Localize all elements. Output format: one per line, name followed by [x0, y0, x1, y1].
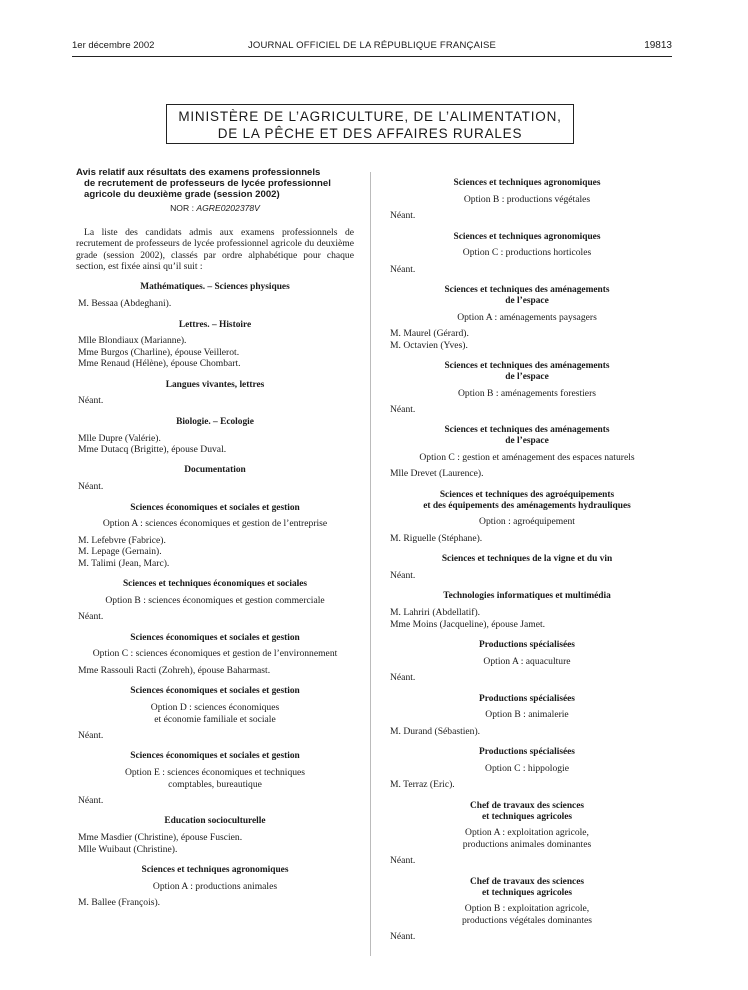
- section-option-line: Option B : exploitation agricole,: [464, 903, 590, 915]
- section-title: [76, 380, 354, 391]
- section-option-line: Option A : exploitation agricole,: [465, 827, 589, 839]
- section-title: [76, 633, 354, 644]
- section-title-line: de l’espace: [505, 296, 549, 307]
- section-title-line: Sciences et techniques agronomiques: [453, 178, 601, 188]
- right-sections: [388, 178, 666, 943]
- section-title: [388, 591, 666, 602]
- section-title-line: Sciences économiques et sociales et gestion: [130, 686, 300, 697]
- section-option-line: productions animales dominantes: [462, 838, 592, 850]
- section-title-line: Sciences et techniques économiques et sociales: [122, 579, 308, 590]
- intro-paragraph: La liste des candidats admis aux examens professionnels de recrutement de professeurs de lycée professionnel agricole du deuxième grade (session 2002), classés par ordre alphabétique pour chaque section, est fixée ainsi qu’il suit :: [76, 226, 354, 273]
- section-option: [76, 702, 354, 725]
- section-title-line: Education socioculturelle: [164, 816, 266, 827]
- section-option-line: Option : agroéquipement: [479, 516, 575, 528]
- section-option-line: comptables, bureautique: [168, 778, 262, 790]
- section-title: [76, 282, 354, 293]
- section-title: [76, 865, 354, 876]
- nor-label: NOR :: [170, 203, 194, 214]
- section-title: [388, 801, 666, 823]
- section-title: [76, 579, 354, 590]
- exam-section: [388, 361, 666, 415]
- exam-section: [76, 633, 354, 677]
- section-title-line: et techniques agricoles: [481, 887, 573, 898]
- section-option: [388, 516, 666, 527]
- section-option-line: Option A : productions animales: [152, 880, 278, 892]
- exam-section: [388, 178, 666, 222]
- section-option: [76, 648, 354, 659]
- exam-section: [388, 747, 666, 791]
- section-option: [388, 827, 666, 850]
- section-title-line: et techniques agricoles: [481, 811, 573, 822]
- exam-section: [76, 465, 354, 492]
- page-number: 19813: [644, 40, 672, 51]
- section-option-line: et économie familiale et sociale: [154, 713, 276, 725]
- section-option: [388, 709, 666, 720]
- section-option-line: Option A : aquaculture: [483, 655, 571, 667]
- section-title: [388, 178, 666, 189]
- no-candidate-note: Néant.: [78, 729, 104, 741]
- section-title: [76, 686, 354, 697]
- section-option-line: Option D : sciences économiques: [150, 702, 280, 714]
- section-option-line: Option B : animalerie: [485, 709, 569, 721]
- exam-section: [388, 877, 666, 943]
- section-option-line: Option C : sciences économiques et gestion de l’environnement: [92, 648, 338, 660]
- no-candidate-note: Néant.: [78, 481, 104, 493]
- section-title: [76, 320, 354, 331]
- journal-title: JOURNAL OFFICIEL DE LA RÉPUBLIQUE FRANÇAISE: [247, 40, 497, 51]
- section-title-line: Sciences économiques et sociales et gestion: [130, 632, 300, 643]
- section-title: [388, 694, 666, 705]
- section-title-line: Sciences et techniques des agroéquipements: [439, 489, 615, 500]
- section-option-line: Option C : productions horticoles: [462, 247, 592, 259]
- exam-section: [388, 554, 666, 581]
- section-title: [76, 816, 354, 827]
- section-title-line: Sciences et techniques de la vigne et du vin: [441, 554, 613, 565]
- section-option: [76, 595, 354, 606]
- section-title: [388, 554, 666, 565]
- section-option-line: Option C : gestion et aménagement des espaces naturels: [419, 452, 635, 464]
- exam-section: [388, 640, 666, 684]
- no-candidate-note: Néant.: [390, 931, 416, 943]
- candidate-name: Mlle Drevet (Laurence).: [390, 468, 484, 480]
- candidate-name: Mme Dutacq (Brigitte), épouse Duval.: [78, 444, 227, 456]
- candidate-name: M. Lahriri (Abdellatif).: [390, 607, 481, 619]
- section-title-line: et des équipements des aménagements hydrauliques: [423, 500, 631, 511]
- section-option: [388, 194, 666, 205]
- exam-section: [388, 232, 666, 276]
- column-separator: [370, 172, 371, 956]
- section-title: [388, 747, 666, 758]
- candidate-name: M. Maurel (Gérard).: [390, 328, 469, 340]
- section-title: [388, 877, 666, 899]
- exam-section: [76, 417, 354, 456]
- ministry-box: [166, 104, 574, 144]
- exam-section: [76, 579, 354, 623]
- candidate-name: M. Riguelle (Stéphane).: [390, 532, 483, 544]
- section-option-line: Option B : sciences économiques et gestion commerciale: [105, 594, 325, 606]
- exam-section: [76, 816, 354, 855]
- section-title-line: Sciences et techniques des aménagements: [444, 361, 610, 372]
- candidate-name: Mme Burgos (Charline), épouse Veillerot.: [78, 346, 240, 358]
- candidate-name: Mme Moins (Jacqueline), épouse Jamet.: [390, 618, 546, 630]
- section-title-line: Sciences et techniques agronomiques: [141, 864, 289, 875]
- nor-code: AGRE0202378V: [196, 203, 260, 214]
- candidate-name: Mme Renaud (Hélène), épouse Chombart.: [78, 358, 241, 370]
- exam-section: [76, 503, 354, 569]
- section-option: [388, 763, 666, 774]
- no-candidate-note: Néant.: [390, 404, 416, 416]
- no-candidate-note: Néant.: [390, 263, 416, 275]
- section-title-line: Sciences et techniques des aménagements: [444, 285, 610, 296]
- section-title: [388, 232, 666, 243]
- section-option: [388, 452, 666, 463]
- section-title-line: Langues vivantes, lettres: [165, 379, 265, 390]
- section-title-line: Lettres. – Histoire: [178, 319, 252, 330]
- candidate-name: M. Durand (Sébastien).: [390, 725, 481, 737]
- nor-reference: [76, 203, 354, 214]
- section-title-line: de l’espace: [505, 371, 549, 382]
- left-sections: [76, 282, 354, 908]
- section-title-line: Chef de travaux des sciences: [469, 800, 585, 811]
- no-candidate-note: Néant.: [78, 611, 104, 623]
- section-option-line: Option A : sciences économiques et gestion de l’entreprise: [102, 518, 328, 530]
- exam-section: [76, 282, 354, 309]
- exam-section: [76, 865, 354, 909]
- section-title: [76, 751, 354, 762]
- no-candidate-note: Néant.: [390, 855, 416, 867]
- candidate-name: Mme Masdier (Christine), épouse Fuscien.: [78, 832, 243, 844]
- candidate-name: M. Terraz (Eric).: [390, 779, 455, 791]
- exam-section: [76, 320, 354, 370]
- section-title-line: Sciences et techniques des aménagements: [444, 425, 610, 436]
- section-title: [76, 417, 354, 428]
- ministry-line-1: MINISTÈRE DE L’AGRICULTURE, DE L’ALIMENTATION,: [178, 109, 562, 124]
- section-option-line: Option C : hippologie: [485, 763, 569, 775]
- section-title-line: Productions spécialisées: [479, 747, 575, 758]
- section-title-line: Documentation: [184, 465, 246, 476]
- section-option-line: Option B : aménagements forestiers: [457, 387, 596, 399]
- section-option-line: Option A : aménagements paysagers: [457, 311, 597, 323]
- section-title: [388, 425, 666, 447]
- avis-title-line: agricole du deuxième grade (session 2002): [84, 188, 280, 200]
- section-option: [388, 312, 666, 323]
- section-option: [388, 388, 666, 399]
- no-candidate-note: Néant.: [78, 395, 104, 407]
- section-option: [76, 518, 354, 529]
- exam-section: [388, 425, 666, 479]
- exam-section: [388, 490, 666, 544]
- section-option: [76, 881, 354, 892]
- candidate-name: Mlle Blondiaux (Marianne).: [78, 335, 187, 347]
- section-title: [388, 285, 666, 307]
- exam-section: [76, 380, 354, 407]
- section-title: [388, 361, 666, 383]
- exam-section: [388, 694, 666, 738]
- ministry-line-2: DE LA PÊCHE ET DES AFFAIRES RURALES: [217, 126, 523, 141]
- candidate-name: Mlle Dupre (Valérie).: [78, 432, 161, 444]
- section-title-line: Productions spécialisées: [479, 640, 575, 651]
- section-title: [76, 465, 354, 476]
- section-title-line: de l’espace: [505, 436, 549, 447]
- candidate-name: M. Lepage (Gernain).: [78, 546, 162, 558]
- avis-title-line: de recrutement de professeurs de lycée professionnel: [84, 177, 331, 189]
- candidate-name: M. Lefebvre (Fabrice).: [78, 534, 166, 546]
- candidate-name: Mme Rassouli Racti (Zohreh), épouse Baharmast.: [78, 664, 271, 676]
- exam-section: [388, 285, 666, 351]
- section-option-line: Option B : productions végétales: [463, 193, 591, 205]
- section-option-line: productions végétales dominantes: [461, 914, 593, 926]
- left-column: [76, 168, 354, 909]
- section-option: [388, 247, 666, 258]
- section-option-line: Option E : sciences économiques et techniques: [124, 767, 306, 779]
- section-option: [388, 903, 666, 926]
- candidate-name: M. Bessaa (Abdeghani).: [78, 298, 172, 310]
- page-header: [72, 40, 672, 56]
- exam-section: [388, 591, 666, 630]
- no-candidate-note: Néant.: [78, 794, 104, 806]
- candidate-name: M. Talimi (Jean, Marc).: [78, 557, 170, 569]
- section-title: [76, 503, 354, 514]
- section-title-line: Mathématiques. – Sciences physiques: [140, 282, 290, 293]
- section-title-line: Technologies informatiques et multimédia: [443, 591, 611, 602]
- candidate-name: Mlle Wuibaut (Christine).: [78, 843, 178, 855]
- header-rule: [72, 56, 672, 57]
- section-title-line: Sciences et techniques agronomiques: [453, 231, 601, 242]
- avis-title-line: Avis relatif aux résultats des examens professionnels: [76, 167, 321, 178]
- section-title-line: Sciences économiques et sociales et gestion: [130, 751, 300, 762]
- section-option: [388, 656, 666, 667]
- issue-date: 1er décembre 2002: [72, 40, 155, 51]
- section-title-line: Sciences économiques et sociales et gestion: [130, 502, 300, 513]
- candidate-name: M. Ballee (François).: [78, 897, 161, 909]
- no-candidate-note: Néant.: [390, 672, 416, 684]
- section-title: [388, 490, 666, 512]
- avis-title: [76, 168, 354, 200]
- section-title-line: Productions spécialisées: [479, 693, 575, 704]
- no-candidate-note: Néant.: [390, 570, 416, 582]
- exam-section: [388, 801, 666, 867]
- section-title-line: Biologie. – Ecologie: [176, 416, 254, 427]
- exam-section: [76, 686, 354, 741]
- exam-section: [76, 751, 354, 806]
- section-title: [388, 640, 666, 651]
- section-title-line: Chef de travaux des sciences: [469, 876, 585, 887]
- no-candidate-note: Néant.: [390, 210, 416, 222]
- candidate-name: M. Octavien (Yves).: [390, 339, 468, 351]
- section-option: [76, 767, 354, 790]
- right-column: [388, 168, 666, 943]
